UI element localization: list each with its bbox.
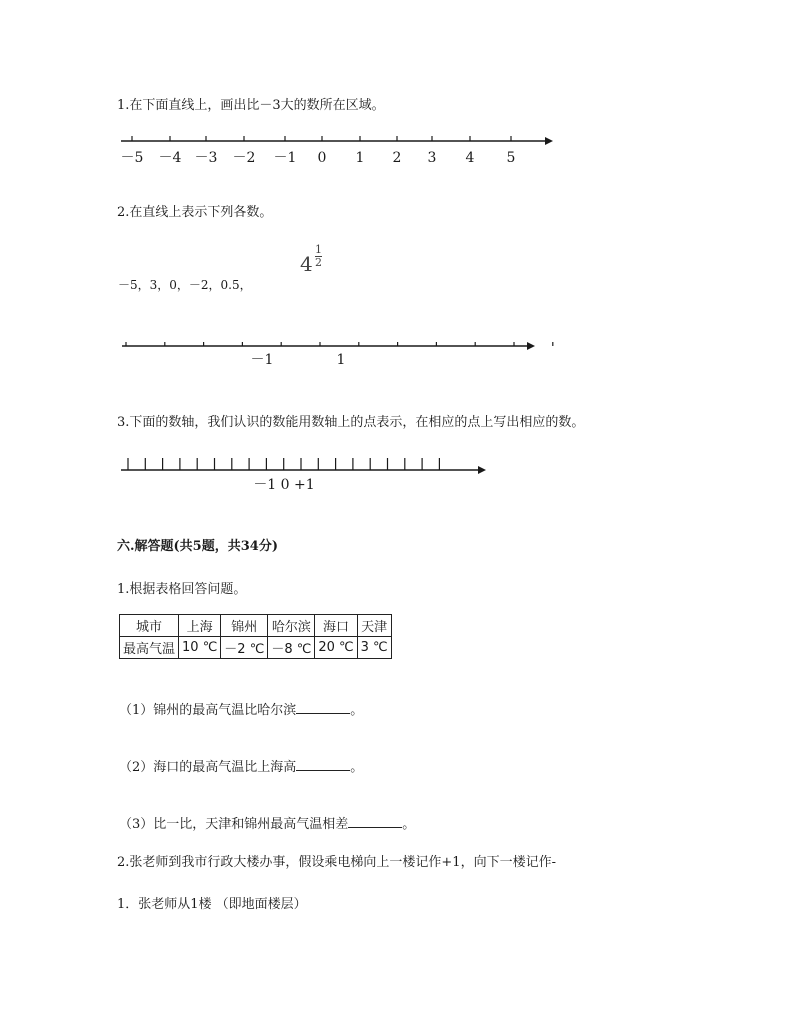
fraction-numerator: 1 [315, 243, 322, 256]
sub-question-3-end: 。 [402, 817, 416, 832]
fraction-denominator: 2 [315, 256, 322, 269]
sub-question-3-text: （3）比一比，天津和锦州最高气温相差 [119, 817, 349, 832]
sub-question-2 [119, 756, 363, 775]
answer-question-2-sub-1: 1．张老师从1楼 （即地面楼层） [117, 897, 307, 912]
tick-label: 4 [465, 150, 475, 166]
table-cell: 上海 [179, 615, 221, 637]
sub-question-1-text: （1）锦州的最高气温比哈尔滨 [119, 703, 297, 718]
sub-question-3 [119, 813, 415, 832]
table-cell: 20 ℃ [315, 637, 357, 659]
tick-label: －5 [120, 150, 144, 166]
sub-question-1 [119, 699, 363, 718]
table-header-row [120, 615, 392, 637]
sub-question-2-end: 。 [350, 760, 364, 775]
tick-label: －1 0 +1 [253, 477, 315, 493]
tick-label: 3 [427, 150, 437, 166]
table-cell: 最高气温 [120, 637, 179, 659]
answer-question-2-text: 2.张老师到我市行政大楼办事，假设乘电梯向上一楼记作+1，向下一楼记作- [117, 855, 556, 870]
sub-question-1-end: 。 [350, 703, 364, 718]
answer-blank[interactable] [296, 701, 350, 714]
mixed-number-whole: 4 [300, 252, 313, 276]
question-2-text: 2.在直线上表示下列各数。 [117, 205, 273, 220]
question-1-text: 1.在下面直线上，画出比－3大的数所在区域。 [117, 98, 385, 113]
section-heading: 六.解答题(共5题，共34分) [117, 539, 278, 554]
sub-question-2-text: （2）海口的最高气温比上海高 [119, 760, 297, 775]
answer-question-1-text: 1.根据表格回答问题。 [117, 582, 247, 597]
arrow-head [478, 466, 486, 474]
tick-label: －1 [250, 352, 274, 368]
number-list: －5，3，0，－2，0.5， [118, 278, 252, 292]
tick-label: 5 [506, 150, 516, 166]
table-cell: 哈尔滨 [268, 615, 315, 637]
tick-label: －4 [158, 150, 182, 166]
table-cell: 10 ℃ [179, 637, 221, 659]
tick-label: －1 [273, 150, 297, 166]
temperature-table [119, 614, 392, 659]
table-cell: 城市 [120, 615, 179, 637]
question-3-text: 3.下面的数轴，我们认识的数能用数轴上的点表示，在相应的点上写出相应的数。 [117, 415, 585, 430]
table-row [120, 637, 392, 659]
tick-label: －2 [232, 150, 256, 166]
tick-label: 2 [392, 150, 402, 166]
answer-blank[interactable] [348, 815, 402, 828]
tick-label: 1 [355, 150, 365, 166]
number-line-3 [0, 0, 794, 500]
tick-label: 1 [336, 352, 346, 368]
table-cell: 3 ℃ [357, 637, 391, 659]
table-cell: －8 ℃ [268, 637, 315, 659]
table-cell: 锦州 [221, 615, 268, 637]
table-cell: －2 ℃ [221, 637, 268, 659]
tick-label: －3 [194, 150, 218, 166]
tick-label: 0 [317, 150, 327, 166]
table-cell: 天津 [357, 615, 391, 637]
answer-blank[interactable] [296, 758, 350, 771]
table-cell: 海口 [315, 615, 357, 637]
